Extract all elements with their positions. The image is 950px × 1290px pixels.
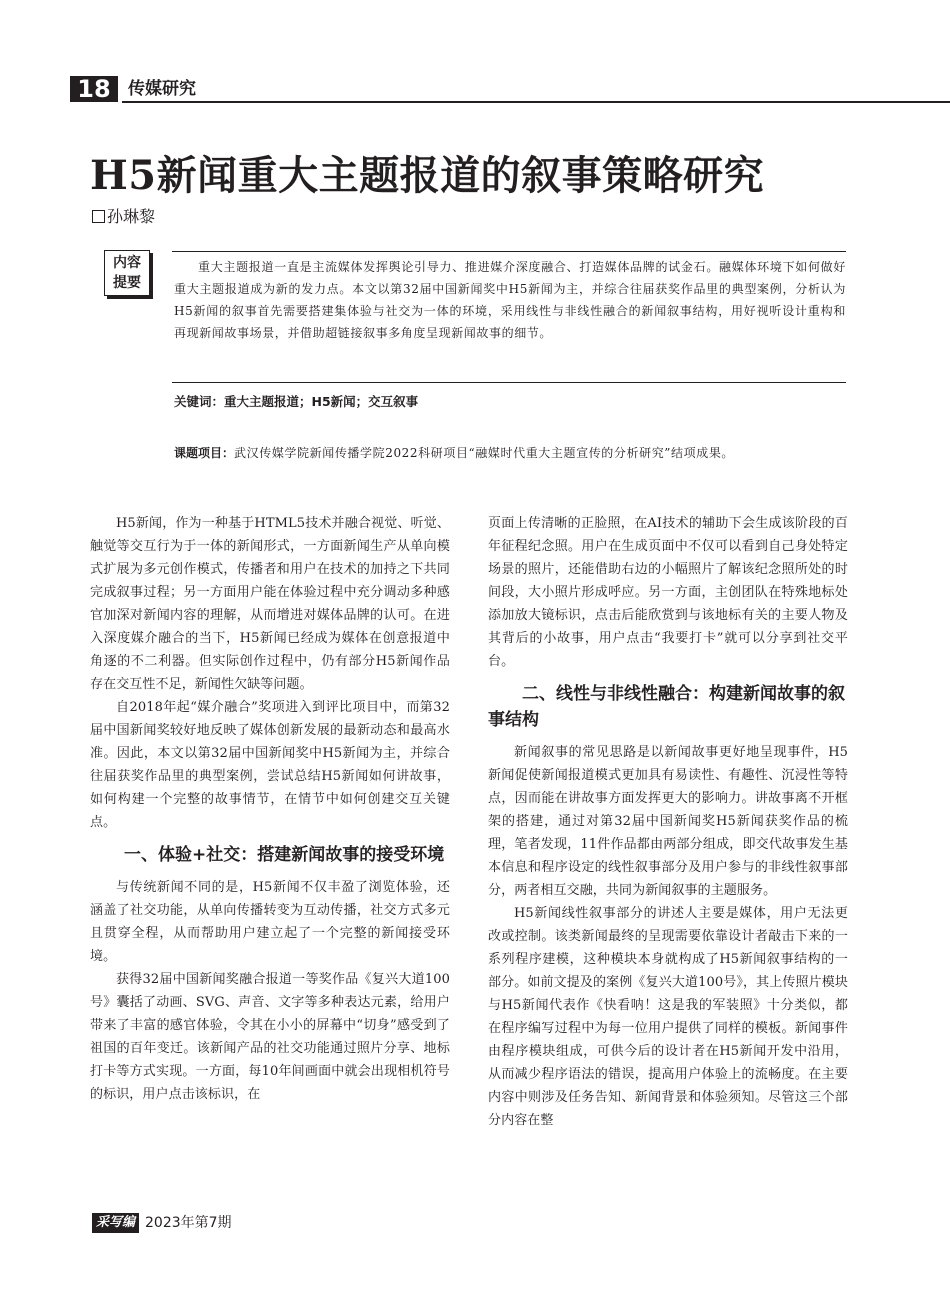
header-rule <box>122 101 950 103</box>
paragraph: 自2018年起“媒介融合”奖项进入到评比项目中，而第32届中国新闻奖较好地反映了媒体创新发展的最新动态和最高水准。因此，本文以第32届中国新闻奖中H5新闻为主，并综合往届获奖作品里的典型案例，尝试总结H5新闻如何讲故事，如何构建一个完整的故事情节，在情节中如何创建交互关键点。 <box>90 700 450 830</box>
paragraph: 获得32届中国新闻奖融合报道一等奖作品《复兴大道100号》囊括了动画、SVG、声音、文字等多种表达元素，给用户带来了丰富的感官体验，令其在小小的屏幕中“切身”感受到了祖国的百年变迁。该新闻产品的社交功能通过照片分享、地标打卡等方式实现。一方面，每10年间画面中就会出现相机符号的标识，用户点击该标识，在 <box>90 972 450 1102</box>
keywords: 关键词：重大主题报道；H5新闻；交互叙事 <box>174 394 419 409</box>
body-column-right <box>488 512 848 1132</box>
author-name: 孙琳黎 <box>107 207 156 226</box>
article-title: H5新闻重大主题报道的叙事策略研究 <box>90 152 765 199</box>
section-heading-2: 二、线性与非线性融合：构建新闻故事的叙事结构 <box>488 684 845 730</box>
project-label: 课题项目： <box>174 446 235 460</box>
abstract-rule-top <box>172 251 846 252</box>
paragraph: 页面上传清晰的正脸照，在AI技术的辅助下会生成该阶段的百年征程纪念照。用户在生成页面中不仅可以看到自己身处特定场景的照片，还能借助右边的小幅照片了解该纪念照所处的时间段，大小照片形成呼应。另一方面，主创团队在特殊地标处添加放大镜标识，点击后能欣赏到与该地标有关的主要人物及其背后的小故事，用户点击“我要打卡”就可以分享到社交平台。 <box>488 516 848 669</box>
abstract-label-text: 内容提要 <box>113 255 141 291</box>
paragraph: H5新闻，作为一种基于HTML5技术并融合视觉、听觉、触觉等交互行为于一体的新闻形式，一方面新闻生产从单向模式扩展为多元创作模式，传播者和用户在技术的加持之下共同完成叙事过程；另一方面用户能在体验过程中充分调动多种感官加深对新闻内容的理解，从而增进对媒体品牌的认可。在进入深度媒介融合的当下，H5新闻已经成为媒体在创意报道中角逐的不二利器。但实际创作过程中，仍有部分H5新闻作品存在交互性不足，新闻性欠缺等问题。 <box>90 516 450 692</box>
square-icon <box>92 210 105 223</box>
section-heading-1: 一、体验+社交：搭建新闻故事的接受环境 <box>124 845 445 865</box>
section-name: 传媒研究 <box>128 79 196 99</box>
body-column-left <box>90 512 450 1106</box>
running-header <box>70 76 950 102</box>
paragraph: H5新闻线性叙事部分的讲述人主要是媒体，用户无法更改或控制。该类新闻最终的呈现需要依靠设计者敲击下来的一系列程序建模，这种模块本身就构成了H5新闻叙事结构的一部分。如前文提及的案例《复兴大道100号》，其上传照片模块与H5新闻代表作《快看呐！这是我的军装照》十分类似，都在程序编写过程中为每一位用户提供了同样的模板。新闻事件由程序模块组成，可供今后的设计者在H5新闻开发中沿用，从而减少程序语法的错误，提高用户体验上的流畅度。在主要内容中则涉及任务告知、新闻背景和体验须知。尽管这三个部分内容在整 <box>488 906 848 1128</box>
paragraph: 新闻叙事的常见思路是以新闻故事更好地呈现事件，H5新闻促使新闻报道模式更加具有易读性、有趣性、沉浸性等特点，因而能在讲故事方面发挥更大的影响力。讲故事离不开框架的搭建，通过对第32届中国新闻奖H5新闻获奖作品的梳理，笔者发现，11件作品都由两部分组成，即交代故事发生基本信息和程序设定的线性叙事部分及用户参与的非线性叙事部分，两者相互交融，共同为新闻叙事的主题服务。 <box>488 745 848 898</box>
author-line <box>92 205 155 229</box>
journal-logo: 采写编 <box>92 1213 139 1233</box>
page-footer <box>92 1212 232 1234</box>
issue-label: 2023年第7期 <box>145 1214 232 1231</box>
abstract-label <box>104 250 150 296</box>
abstract-rule-bottom <box>172 382 846 383</box>
abstract-text: 重大主题报道一直是主流媒体发挥舆论引导力、推进媒介深度融合、打造媒体品牌的试金石。融媒体环境下如何做好重大主题报道成为新的发力点。本文以第32届中国新闻奖中H5新闻为主，并综合往届获奖作品里的典型案例，分析认为H5新闻的叙事首先需要搭建集体验与社交为一体的环境，采用线性与非线性融合的新闻叙事结构，用好视听设计重构和再现新闻故事场景，并借助超链接叙事多角度呈现新闻故事的细节。 <box>174 260 846 340</box>
paragraph: 与传统新闻不同的是，H5新闻不仅丰盈了浏览体验，还涵盖了社交功能，从单向传播转变为互动传播，社交方式多元且贯穿全程，从而帮助用户建立起了一个完整的新闻接受环境。 <box>90 880 450 964</box>
page-number: 18 <box>70 76 118 102</box>
project-note <box>174 443 846 463</box>
project-text: 武汉传媒学院新闻传播学院2022科研项目“融媒时代重大主题宣传的分析研究”结项成果。 <box>234 446 735 460</box>
